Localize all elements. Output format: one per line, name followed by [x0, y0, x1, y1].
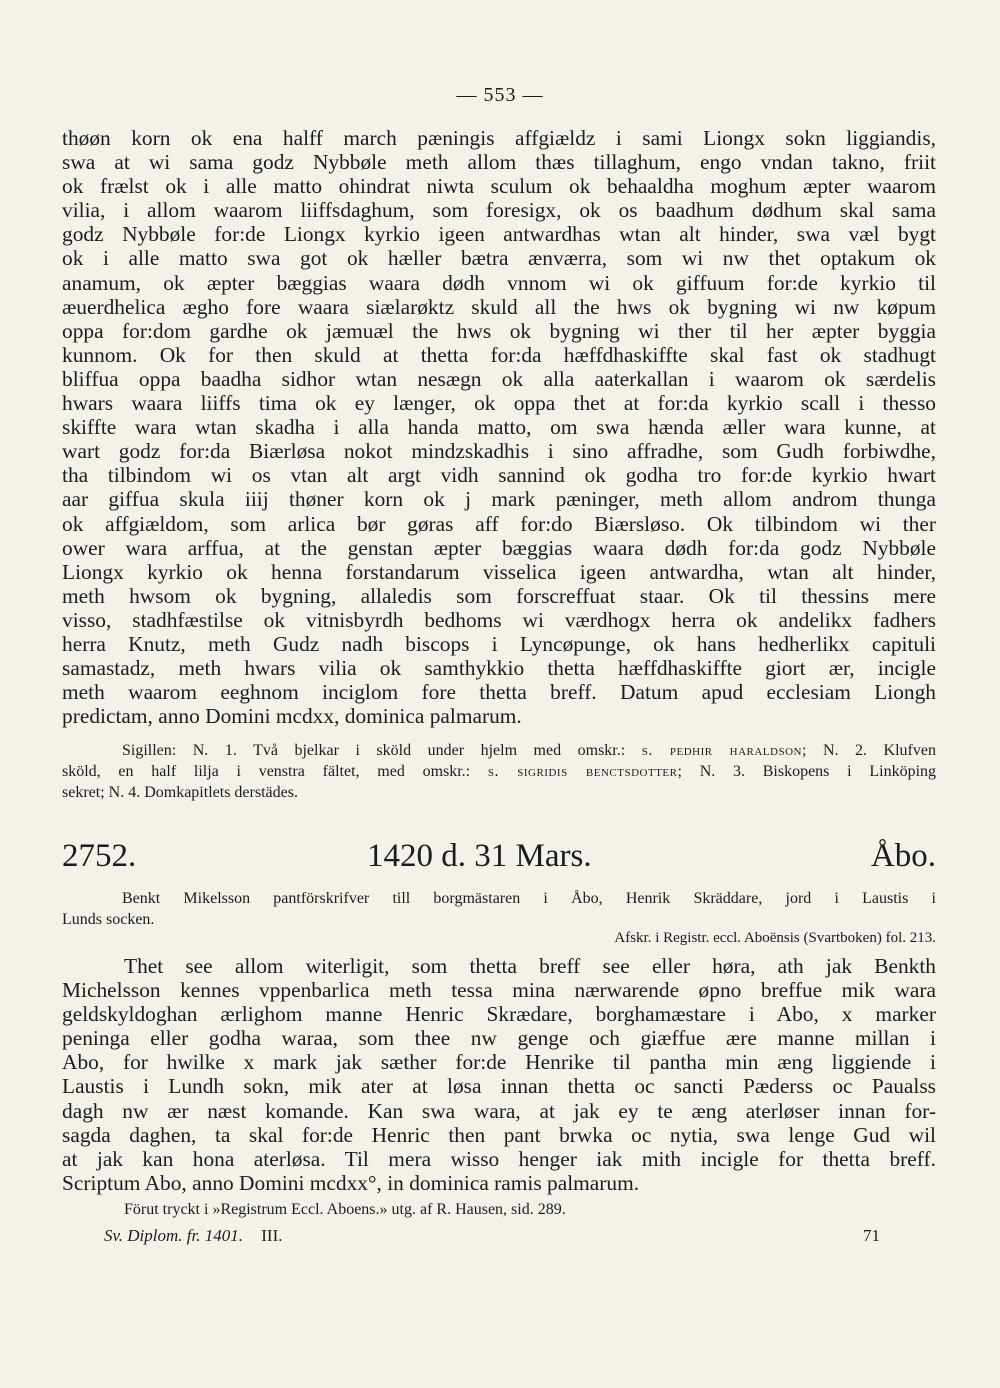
text-line: Michelsson kennes vppenbarlica meth tessa mina nærwarende øpno breffue mik wara	[62, 978, 936, 1003]
entry-summary	[62, 888, 936, 930]
text-line: Laustis i Lundh sokn, mik ater at løsa innan thetta oc sancti Pæderss oc Paualss	[62, 1074, 936, 1099]
text-line: meth hwsom ok bygning, allaledis som forscreffuat staar. Ok til thessins mere	[62, 583, 936, 608]
text-line: godz Nybbøle for:de Liongx kyrkio igeen antwardhas wtan alt hinder, swa væl bygt	[62, 222, 936, 247]
footer-signature: Sv. Diplom. fr. 1401.	[104, 1226, 243, 1245]
entry-source: Afskr. i Registr. eccl. Aboënsis (Svartboken) fol. 213.	[614, 930, 936, 946]
text-line: swa at wi sama godz Nybbøle meth allom thæs tillaghum, engo vndan takno, friit	[62, 150, 936, 175]
footer-volume: III.	[261, 1226, 283, 1245]
printed-note-line: Förut tryckt i »Registrum Eccl. Aboens.» utg. af R. Hausen, sid. 289.	[124, 1201, 566, 1218]
text-line: dagh nw ær næst komande. Kan swa wara, at jak ey te æng aterløser innan for-	[62, 1098, 936, 1123]
text-line: ower wara arffua, at the genstan æpter bæggias waara dødh for:da godz Nybbøle	[62, 535, 936, 560]
charter-text	[62, 126, 936, 728]
text-line: aar giffua skula iiij thøner korn ok j mark pæninger, meth allom androm thunga	[62, 487, 936, 512]
text-line: æuerdhelica ægho fore waara siælarøktz skuld all the hws ok bygning wi nw køpum	[62, 294, 936, 319]
printed-note	[124, 1199, 924, 1220]
entry-number: 2752.	[62, 838, 137, 874]
text-line: hwars waara liiffs tima ok ey længer, ok oppa thet at for:da kyrkio scall i thesso	[62, 391, 936, 416]
footer-sheet-number: 71	[863, 1226, 880, 1245]
text-line: Abo, for hwilke x mark jak sæther for:de Henrike til pantha min æng liggiende i	[62, 1050, 936, 1075]
text-line: geldskyldoghan ærlighom manne Henric Skrædare, borghamæstare i Abo, x marker	[62, 1002, 936, 1027]
text-line: thøøn korn ok ena halff march pæningis affgiældz i sami Liongx sokn liggiandis,	[62, 126, 936, 150]
text-line: anamum, ok æpter bæggias waara dødh vnnom wi ok giffuum for:de kyrkio til	[62, 270, 936, 295]
text-line: samastadz, meth hwars vilia ok samthykkio thetta hæffdhaskiffte giort ær, incigle	[62, 656, 936, 681]
text-line: ok affgiældom, som arlica bør gøras aff for:do Biærsløso. Ok tilbindom wi ther	[62, 511, 936, 536]
text-line: ok i alle matto swa got ok hæller bætra ænværra, som wi nw thet optakum ok	[62, 246, 936, 271]
text-line: visso, stadhfæstilse ok vitnisbyrdh bedhoms wi værdhogx herra ok andelikx fadhers	[62, 607, 936, 632]
seals-note-line: sekret; N. 4. Domkapitlets derstädes.	[62, 784, 298, 801]
page-number: — 553 —	[456, 84, 544, 106]
seals-note	[62, 740, 936, 803]
page-footer	[104, 1226, 880, 1246]
entry-text	[62, 954, 936, 1195]
text-line: tha tilbindom wi os vtan alt argt vidh sannind ok godha tro for:de kyrkio hwart	[62, 463, 936, 488]
text-line: kunnom. Ok for then skuld at thetta for:da hæffdhaskiffte skal fast ok stadhugt	[62, 342, 936, 367]
text-line: peninga eller godha waraa, som thee nw genge och giæffue ære manne millan i	[62, 1026, 936, 1051]
text-line: Benkt Mikelsson pantförskrifver till borgmästaren i Åbo, Henrik Skräddare, jord i Laustis i	[122, 890, 936, 907]
text-line: Thet see allom witerligit, som thetta breff see eller høra, ath jak Benkth	[124, 954, 936, 978]
seals-note-line: Sigillen: N. 1. Två bjelkar i sköld under hjelm med omskr.: s. pedhir haraldson; N. 2. Klufven	[122, 742, 936, 759]
text-line: Liongx kyrkio ok henna forstandarum visselica igeen antwardha, wtan alt hinder,	[62, 559, 936, 584]
entry-date: 1420 d. 31 Mars.	[367, 838, 592, 874]
text-line: oppa for:dom gardhe ok jæmuæl the hws ok bygning wi ther til her æpter byggia	[62, 318, 936, 343]
seals-note-line: sköld, en half lilja i venstra fältet, med omskr.: s. sigridis benctsdotter; N. 3. Biskopens i Linköping	[62, 763, 937, 780]
entry-heading	[62, 838, 936, 878]
text-line: Lunds socken.	[62, 911, 155, 928]
text-line: at jak kan hona aterløsa. Til mera wisso henger iak mith incigle for thetta breff.	[62, 1146, 936, 1171]
text-line: wart godz for:da Biærløsa nokot mindzskadhis i sino affradhe, som Gudh forbiwdhe,	[62, 439, 936, 464]
text-line: sagda daghen, ta skal for:de Henric then pant brwka oc nytia, swa lenge Gud wil	[62, 1122, 936, 1147]
text-line: vilia, i allom waarom liiffsdaghum, som foresigx, ok os baadhum dødhum skal sama	[62, 198, 936, 223]
text-line: bliffua oppa baadha sidhor wtan nesægn ok alla aaterkallan i waarom ok særdelis	[62, 366, 936, 391]
text-line: herra Knutz, meth Gudz nadh biscops i Lyncøpunge, ok hans hedherlikx capituli	[62, 631, 936, 656]
text-line: ok frælst ok i alle matto ohindrat niwta sculum ok behaaldha moghum æpter waarom	[62, 174, 936, 199]
text-line: meth waarom eeghnom inciglom fore thetta breff. Datum apud ecclesiam Liongh	[62, 680, 936, 705]
text-line: skiffte wara wtan skadha i alla handa matto, om swa hænda æller wara kunne, at	[62, 415, 936, 440]
entry-place: Åbo.	[870, 838, 936, 874]
text-line: predictam, anno Domini mcdxx, dominica palmarum.	[62, 704, 522, 729]
text-line: Scriptum Abo, anno Domini mcdxx°, in dominica ramis palmarum.	[62, 1170, 640, 1195]
